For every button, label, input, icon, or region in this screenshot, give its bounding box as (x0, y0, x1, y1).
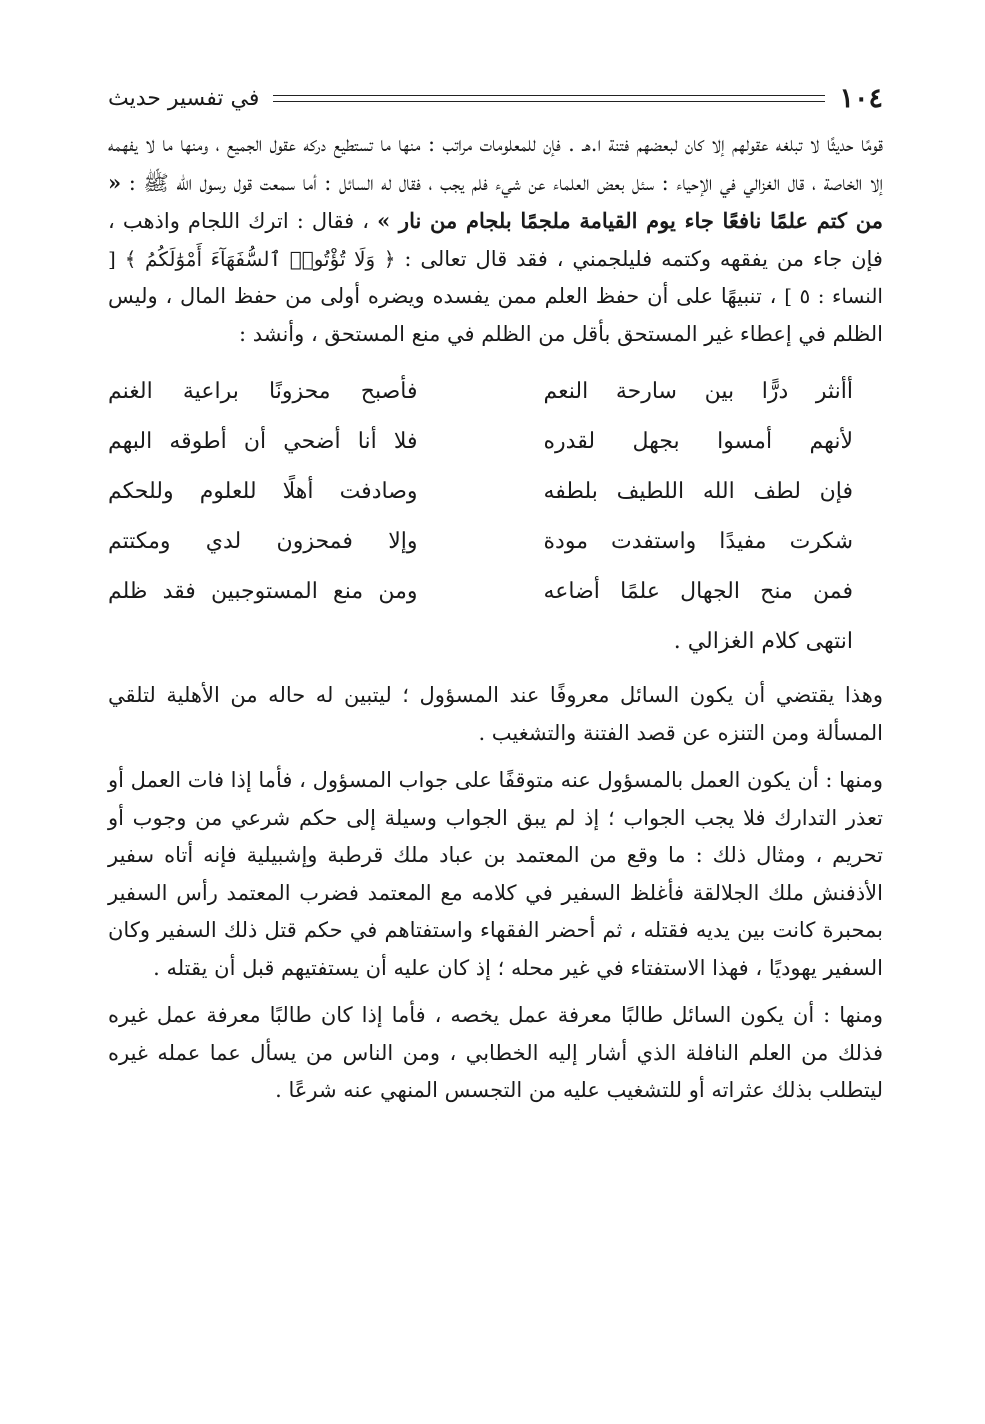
poem-hemistich-second: وإلا فمحزون لدي ومكتتم (108, 529, 418, 555)
page-header (108, 78, 883, 118)
after-hadith-text: ، فقال : اترك اللجام واذهب ، فإن جاء من يفقهه وكتمه فليلجمني ، فقد قال تعالى : (108, 209, 883, 271)
after-verse-text: ، تنبيهًا على أن حفظ العلم ممن يفسده ويضره أولى من حفظ المال ، وليس الظلم في إعطاء غير المستحق بأقل من الظلم في منع المستحق ، وأنشد : (108, 284, 883, 346)
poem-hemistich-first: فإن لطف الله اللطيف بلطفه (543, 479, 853, 505)
paragraph: ومنها : أن يكون السائل طالبًا معرفة عمل يخصه ، فأما إذا كان طالبًا معرفة عمل غيره فذلك من العلم النافلة الذي أشار إليه الخطابي ، ومن الناس من يسأل عما عمله غيره ليتطلب بذلك عثراته أو للتشغيب عليه من التجسس المنهي عنه شرعًا . (108, 1003, 883, 1102)
poem-line (108, 367, 883, 417)
paragraph: وهذا يقتضي أن يكون السائل معروفًا عند المسؤول ؛ ليتبين له حاله من الأهلية لتلقي المسألة ومن التنزه عن قصد الفتنة والتشغيب . (108, 683, 883, 745)
poem-line (108, 567, 883, 617)
running-title: في تفسير حديث (108, 85, 260, 111)
verse-reference: [ النساء : ٥ ] (108, 246, 883, 308)
poem-hemistich-first: شكرت مفيدًا واستفدت مودة (543, 529, 853, 555)
page-number: ١٠٤ (839, 82, 883, 114)
poem-line (108, 517, 883, 567)
poem-line (108, 467, 883, 517)
poem (108, 367, 883, 667)
paragraph: ومنها : أن يكون العمل بالمسؤول عنه متوقفًا على جواب المسؤول ، فأما إذا فات العمل أو تعذر التدارك فلا يجب الجواب ؛ إذ لم يبق الجواب وسيلة إلى حكم شرعي من وجوب أو تحريم ، ومثال ذلك : ما وقع من المعتمد بن عباد ملك قرطبة وإشبيلية فإنه أتاه سفير الأذفنش ملك الجلالقة فأغلظ السفير في كلامه مع المعتمد فضرب المعتمد رأس السفير بمحبرة كانت بين يديه فقتله ، ثم أحضر الفقهاء واستفتاهم في حكم قتل ذلك السفير وكان السفير يهوديًا ، فهذا الاستفتاء في غير محله ؛ إذ كان عليه أن يستفتيهم قبل أن يقتله . (108, 768, 883, 980)
header-rule (273, 95, 825, 102)
poem-line (108, 417, 883, 467)
poem-end-text: انتهى كلام الغزالي . (673, 629, 853, 655)
quran-verse: ﴿ وَلَا تُؤْتُوا۟ ٱلسُّفَهَآءَ أَمْوَٰلَكُمُ ﴾ (124, 246, 396, 271)
poem-hemistich-first: أأنثر درًّا بين سارحة النعم (543, 379, 853, 405)
poem-hemistich-second: فأصبح محزونًا براعية الغنم (108, 379, 418, 405)
paragraph-intro (108, 126, 883, 353)
intro-text: قومًا حديثًا لا تبلغه عقولهم إلا كان لبعضهم فتنة ا.هـ . فإن للمعلومات مراتب : منها ما تستطيع دركه عقول الجميع ، ومنها ما لا يفهمه إلا الخاصة ، قال الغزالي في الإحياء : سئل بعض العلماء عن شيء فلم يجب ، فقال له السائل : أما سمعت قول رسول الله ﷺ : (108, 132, 883, 195)
poem-hemistich-first: لأنهم أمسوا بجهل لقدره (543, 429, 853, 455)
hadith-quote: « من كتم علمًا نافعًا جاء يوم القيامة ملجمًا بلجام من نار » (108, 169, 883, 233)
poem-hemistich-first: فمن منح الجهال علمًا أضاعه (543, 579, 853, 605)
poem-end-line (108, 617, 883, 667)
page-body (108, 126, 883, 1110)
poem-hemistich-second: وصادفت أهلًا للعلوم وللحكم (108, 479, 418, 505)
poem-hemistich-second: ومن منع المستوجبين فقد ظلم (108, 579, 418, 605)
poem-hemistich-second: فلا أنا أضحي أن أطوقه البهم (108, 429, 418, 455)
